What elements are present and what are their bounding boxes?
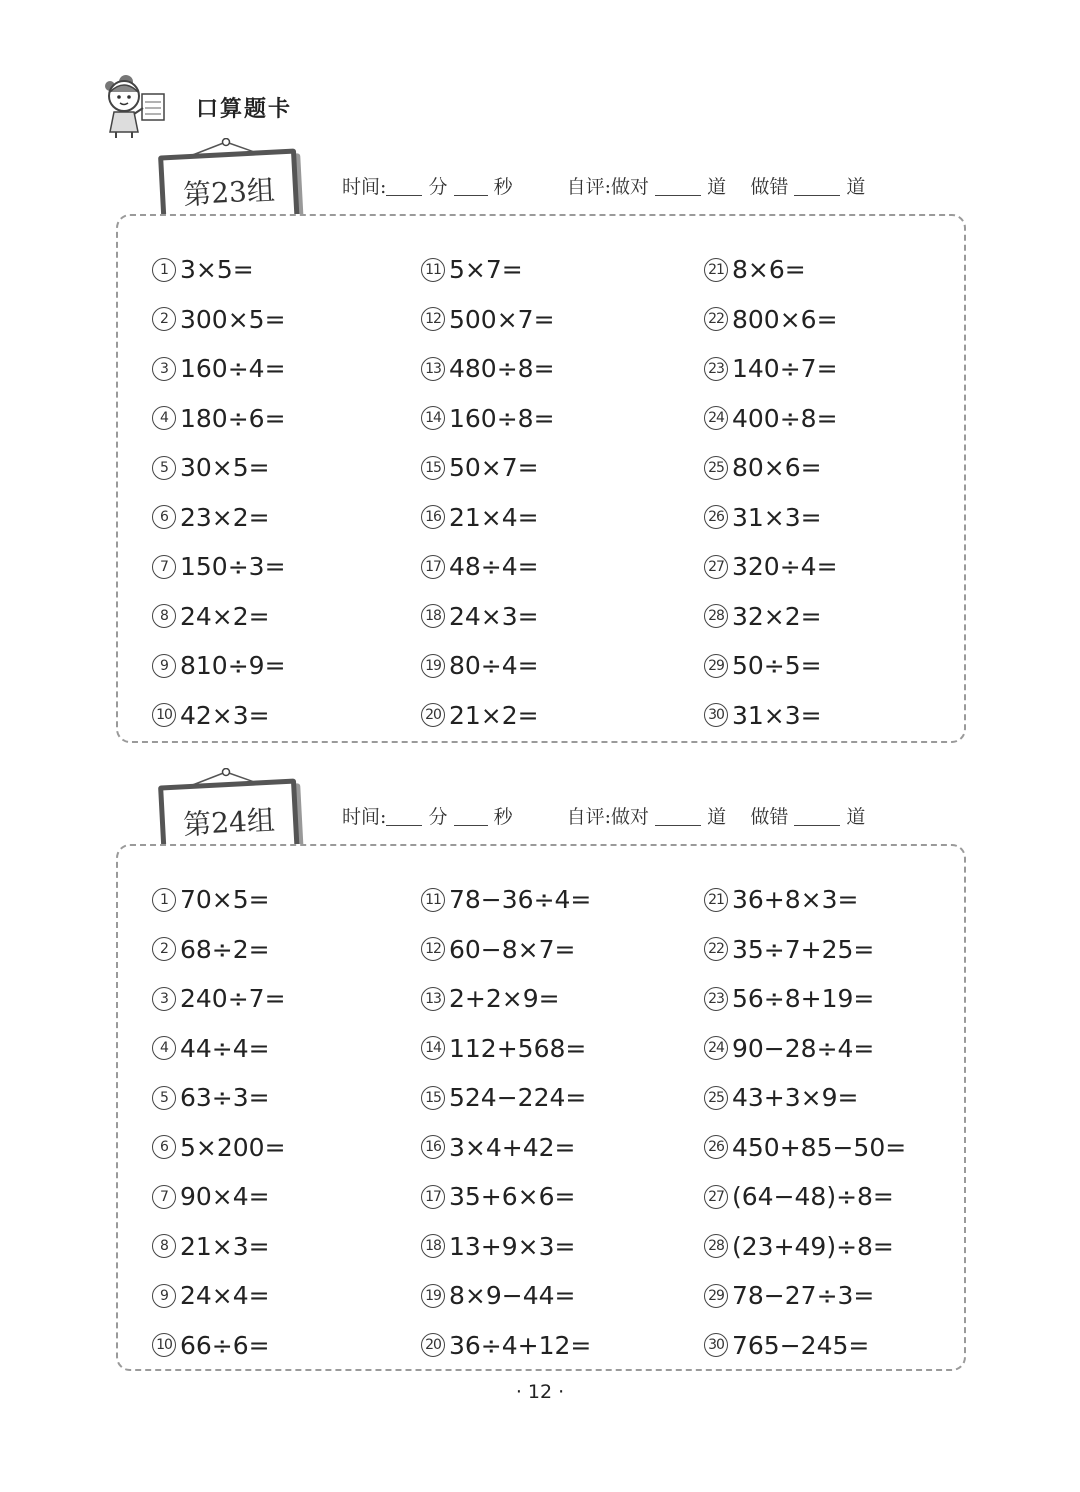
problem-expression: 42×3= — [180, 700, 270, 730]
problem-item — [704, 1321, 906, 1371]
problem-item — [421, 1024, 591, 1074]
problem-item — [704, 1073, 906, 1123]
problem-item — [421, 974, 591, 1024]
problem-number: 9 — [152, 1284, 176, 1308]
problem-expression: 810÷9= — [180, 651, 286, 681]
problem-number: 12 — [421, 307, 445, 331]
problem-item — [421, 1321, 591, 1371]
problem-item — [704, 1222, 906, 1272]
problem-expression: 63÷3= — [180, 1083, 270, 1113]
problem-expression: 8×9−44= — [449, 1281, 576, 1311]
problem-item — [421, 925, 591, 975]
problem-number: 7 — [152, 1185, 176, 1209]
problem-number: 30 — [704, 703, 728, 727]
problem-number: 4 — [152, 406, 176, 430]
problem-expression: 78−36÷4= — [449, 885, 592, 915]
problem-number: 8 — [152, 1234, 176, 1258]
problem-item — [152, 1024, 286, 1074]
problem-item — [704, 1024, 906, 1074]
problem-number: 21 — [704, 258, 728, 282]
seconds-blank[interactable] — [454, 177, 488, 196]
problem-number: 27 — [704, 1185, 728, 1209]
problem-number: 5 — [152, 1086, 176, 1110]
problem-expression: 300×5= — [180, 304, 286, 334]
problem-item — [421, 344, 555, 394]
problem-number: 15 — [421, 456, 445, 480]
problem-number: 6 — [152, 1135, 176, 1159]
problem-item — [152, 1321, 286, 1371]
time-self-eval-line: 时间: 分 秒 自评:做对 道 做错 道 — [342, 806, 866, 828]
problem-number: 29 — [704, 1284, 728, 1308]
problem-item — [421, 592, 555, 642]
problem-number: 25 — [704, 456, 728, 480]
problem-expression: 500×7= — [449, 304, 555, 334]
minutes-blank[interactable] — [386, 177, 422, 196]
problem-number: 20 — [421, 703, 445, 727]
problem-number: 2 — [152, 307, 176, 331]
problem-expression: 48÷4= — [449, 552, 539, 582]
problem-expression: 35÷7+25= — [732, 934, 875, 964]
problem-item — [421, 493, 555, 543]
page-number: · 12 · — [515, 1381, 565, 1403]
problem-expression: (64−48)÷8= — [732, 1182, 894, 1212]
problem-item — [152, 245, 286, 295]
problem-item — [704, 493, 838, 543]
problem-expression: 90−28÷4= — [732, 1033, 875, 1063]
problem-expression: 78−27÷3= — [732, 1281, 875, 1311]
problem-item — [152, 1123, 286, 1173]
problem-number: 4 — [152, 1036, 176, 1060]
problem-number: 28 — [704, 604, 728, 628]
problem-item — [704, 592, 838, 642]
problem-number: 14 — [421, 1036, 445, 1060]
problem-item — [704, 542, 838, 592]
problem-number: 16 — [421, 505, 445, 529]
problem-item — [152, 691, 286, 741]
problem-number: 17 — [421, 555, 445, 579]
problem-expression: 13+9×3= — [449, 1231, 576, 1261]
problem-item — [704, 1123, 906, 1173]
problem-expression: 44÷4= — [180, 1033, 270, 1063]
problem-expression: 60−8×7= — [449, 934, 576, 964]
problem-item — [421, 641, 555, 691]
problem-number: 19 — [421, 654, 445, 678]
time-self-eval-line: 时间: 分 秒 自评:做对 道 做错 道 — [342, 176, 866, 198]
problem-expression: 240÷7= — [180, 984, 286, 1014]
problem-number: 28 — [704, 1234, 728, 1258]
problem-item — [152, 875, 286, 925]
problem-expression: 31×3= — [732, 700, 822, 730]
problem-item — [152, 542, 286, 592]
problem-item — [421, 542, 555, 592]
problem-item — [152, 1172, 286, 1222]
problem-number: 15 — [421, 1086, 445, 1110]
problem-expression: 90×4= — [180, 1182, 270, 1212]
problem-item — [152, 493, 286, 543]
problem-expression: 400÷8= — [732, 403, 838, 433]
problem-expression: 31×3= — [732, 502, 822, 532]
problem-column — [421, 245, 555, 740]
problem-number: 22 — [704, 307, 728, 331]
problem-item — [152, 295, 286, 345]
problem-number: 10 — [152, 703, 176, 727]
problem-item — [704, 1172, 906, 1222]
problem-number: 17 — [421, 1185, 445, 1209]
correct-count-blank[interactable] — [655, 177, 701, 196]
wrong-count-blank[interactable] — [794, 177, 840, 196]
problem-expression: 320÷4= — [732, 552, 838, 582]
problem-item — [421, 875, 591, 925]
problem-number: 10 — [152, 1333, 176, 1357]
problem-number: 30 — [704, 1333, 728, 1357]
problem-column — [704, 245, 838, 740]
problem-expression: 5×7= — [449, 255, 523, 285]
problem-number: 16 — [421, 1135, 445, 1159]
problem-expression: 23×2= — [180, 502, 270, 532]
problem-item — [704, 344, 838, 394]
problem-expression: 21×2= — [449, 700, 539, 730]
problem-expression: 160÷4= — [180, 354, 286, 384]
problem-number: 20 — [421, 1333, 445, 1357]
problem-expression: 160÷8= — [449, 403, 555, 433]
problem-expression: 800×6= — [732, 304, 838, 334]
problem-item — [152, 641, 286, 691]
problem-column — [152, 245, 286, 740]
problem-item — [152, 443, 286, 493]
problem-number: 11 — [421, 258, 445, 282]
problem-item — [421, 691, 555, 741]
problem-expression: 140÷7= — [732, 354, 838, 384]
problem-item — [704, 394, 838, 444]
problem-expression: 2+2×9= — [449, 984, 560, 1014]
problem-expression: 66÷6= — [180, 1330, 270, 1360]
correct-count-blank[interactable] — [655, 807, 701, 826]
problem-item — [152, 1271, 286, 1321]
problem-expression: 480÷8= — [449, 354, 555, 384]
girl-mascot-icon — [96, 70, 176, 140]
problem-item — [421, 1073, 591, 1123]
problem-number: 13 — [421, 987, 445, 1011]
problem-number: 19 — [421, 1284, 445, 1308]
problem-item — [152, 974, 286, 1024]
problem-number: 27 — [704, 555, 728, 579]
problem-expression: 56÷8+19= — [732, 984, 875, 1014]
problem-item — [704, 1271, 906, 1321]
problem-item — [152, 925, 286, 975]
problem-number: 13 — [421, 357, 445, 381]
problem-number: 1 — [152, 888, 176, 912]
problem-item — [421, 394, 555, 444]
problem-expression: 36÷4+12= — [449, 1330, 592, 1360]
problem-expression: 80×6= — [732, 453, 822, 483]
problem-item — [421, 1123, 591, 1173]
problem-number: 23 — [704, 987, 728, 1011]
problem-number: 3 — [152, 987, 176, 1011]
problem-expression: (23+49)÷8= — [732, 1231, 894, 1261]
problem-number: 18 — [421, 604, 445, 628]
problem-number: 25 — [704, 1086, 728, 1110]
problem-expression: 68÷2= — [180, 934, 270, 964]
problem-expression: 8×6= — [732, 255, 806, 285]
problem-number: 5 — [152, 456, 176, 480]
problem-expression: 112+568= — [449, 1033, 587, 1063]
problem-expression: 24×3= — [449, 601, 539, 631]
problem-panel — [116, 844, 966, 1371]
page-header — [96, 70, 396, 140]
problem-item — [704, 245, 838, 295]
problem-item — [152, 1222, 286, 1272]
problem-number: 11 — [421, 888, 445, 912]
problem-expression: 3×5= — [180, 255, 254, 285]
problem-expression: 30×5= — [180, 453, 270, 483]
problem-number: 22 — [704, 937, 728, 961]
problem-number: 8 — [152, 604, 176, 628]
problem-number: 9 — [152, 654, 176, 678]
problem-item — [704, 641, 838, 691]
problem-column — [421, 875, 591, 1370]
problem-expression: 70×5= — [180, 885, 270, 915]
problem-item — [152, 592, 286, 642]
page-title: 口算题卡 — [196, 97, 293, 122]
problem-expression: 50×7= — [449, 453, 539, 483]
problem-expression: 35+6×6= — [449, 1182, 576, 1212]
problem-expression: 5×200= — [180, 1132, 286, 1162]
problem-expression: 24×4= — [180, 1281, 270, 1311]
problem-expression: 80÷4= — [449, 651, 539, 681]
problem-expression: 32×2= — [732, 601, 822, 631]
problem-item — [704, 974, 906, 1024]
problem-number: 3 — [152, 357, 176, 381]
problem-item — [704, 443, 838, 493]
problem-number: 26 — [704, 1135, 728, 1159]
problem-number: 24 — [704, 1036, 728, 1060]
problem-number: 29 — [704, 654, 728, 678]
problem-item — [421, 1222, 591, 1272]
problem-expression: 21×4= — [449, 502, 539, 532]
problem-number: 1 — [152, 258, 176, 282]
problem-number: 18 — [421, 1234, 445, 1258]
group-label: 第23组 — [182, 173, 276, 212]
problem-item — [704, 875, 906, 925]
problem-expression: 36+8×3= — [732, 885, 859, 915]
problem-expression: 180÷6= — [180, 403, 286, 433]
problem-number: 6 — [152, 505, 176, 529]
problem-number: 26 — [704, 505, 728, 529]
problem-expression: 24×2= — [180, 601, 270, 631]
problem-expression: 765−245= — [732, 1330, 870, 1360]
problem-column — [704, 875, 906, 1370]
problem-item — [704, 925, 906, 975]
problem-expression: 43+3×9= — [732, 1083, 859, 1113]
problem-expression: 3×4+42= — [449, 1132, 576, 1162]
problem-expression: 21×3= — [180, 1231, 270, 1261]
problem-panel — [116, 214, 966, 743]
problem-number: 12 — [421, 937, 445, 961]
group-label: 第24组 — [182, 803, 276, 842]
minutes-blank[interactable] — [386, 807, 422, 826]
problem-item — [704, 691, 838, 741]
problem-item — [421, 1271, 591, 1321]
problem-number: 14 — [421, 406, 445, 430]
wrong-count-blank[interactable] — [794, 807, 840, 826]
problem-column — [152, 875, 286, 1370]
problem-expression: 150÷3= — [180, 552, 286, 582]
problem-item — [152, 1073, 286, 1123]
problem-item — [152, 344, 286, 394]
problem-item — [704, 295, 838, 345]
problem-item — [421, 1172, 591, 1222]
problem-number: 24 — [704, 406, 728, 430]
problem-item — [152, 394, 286, 444]
problem-item — [421, 443, 555, 493]
problem-expression: 524−224= — [449, 1083, 587, 1113]
problem-expression: 450+85−50= — [732, 1132, 907, 1162]
problem-number: 21 — [704, 888, 728, 912]
problem-number: 23 — [704, 357, 728, 381]
problem-number: 7 — [152, 555, 176, 579]
problem-expression: 50÷5= — [732, 651, 822, 681]
problem-number: 2 — [152, 937, 176, 961]
problem-item — [421, 245, 555, 295]
seconds-blank[interactable] — [454, 807, 488, 826]
problem-item — [421, 295, 555, 345]
